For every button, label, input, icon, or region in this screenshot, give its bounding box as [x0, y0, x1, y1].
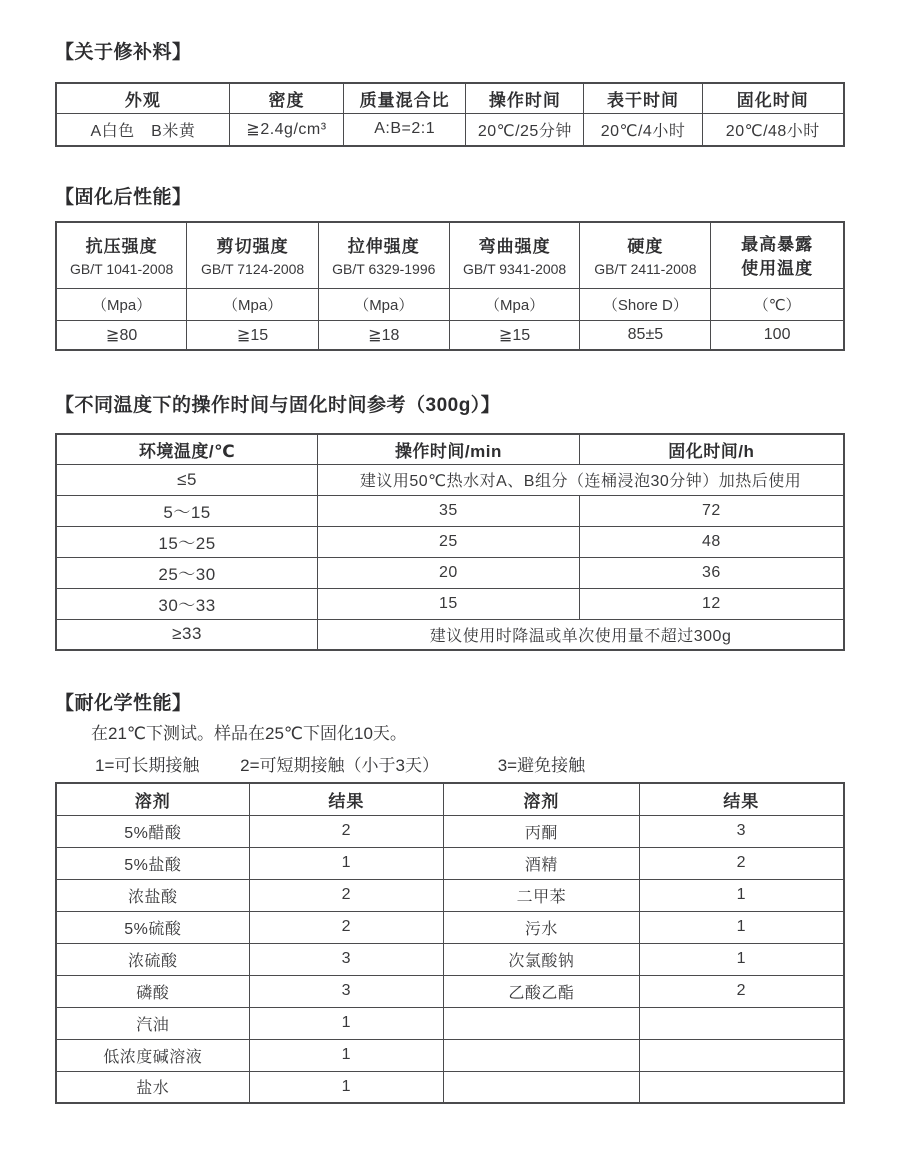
chemical-header-solvent-2: 溶剂: [444, 783, 639, 815]
timing-row: [56, 619, 844, 650]
result-value: [639, 1071, 844, 1103]
temp-range: ≥33: [56, 619, 318, 650]
chemical-table: [55, 782, 845, 1104]
result-value: 1: [639, 911, 844, 943]
chemical-header-solvent-1: 溶剂: [56, 783, 249, 815]
solvent-name: 汽油: [56, 1007, 249, 1039]
test-standard: GB/T 1041-2008: [70, 261, 174, 278]
chemical-row: [56, 1039, 844, 1071]
chemical-rating-legend: [95, 755, 845, 777]
about-header-appearance: 外观: [56, 83, 229, 113]
result-value: 1: [249, 847, 444, 879]
timing-header-working: 操作时间/min: [318, 434, 580, 464]
chemical-test-note: 在21℃下测试。样品在25℃下固化10天。: [91, 724, 407, 743]
working-time: 25: [318, 526, 580, 557]
section-title-about: 【关于修补料】: [55, 42, 192, 63]
test-standard: GB/T 6329-1996: [332, 261, 436, 278]
solvent-name: 盐水: [56, 1071, 249, 1103]
solvent-name: 丙酮: [444, 815, 639, 847]
unit-cell: （Mpa）: [318, 288, 449, 320]
solvent-name: 5%醋酸: [56, 815, 249, 847]
chemical-header-row: [56, 783, 844, 815]
value-cell: ≧15: [187, 320, 319, 350]
result-value: 2: [639, 847, 844, 879]
solvent-name: 次氯酸钠: [444, 943, 639, 975]
value-cell: ≧18: [318, 320, 449, 350]
value-cell: 100: [711, 320, 844, 350]
result-value: 1: [249, 1039, 444, 1071]
result-value: 1: [639, 879, 844, 911]
about-header-mix-ratio: 质量混合比: [344, 83, 466, 113]
timing-header-row: [56, 434, 844, 464]
temp-range: 15～25: [56, 526, 318, 557]
result-value: [639, 1007, 844, 1039]
timing-row: [56, 557, 844, 588]
chemical-row: [56, 1071, 844, 1103]
performance-header-hardness: [580, 222, 711, 288]
chemical-row: [56, 975, 844, 1007]
unit-cell: （Mpa）: [56, 288, 187, 320]
chemical-header-result-1: 结果: [249, 783, 444, 815]
solvent-name: 浓硫酸: [56, 943, 249, 975]
solvent-name: 污水: [444, 911, 639, 943]
legend-item-2: 2=可短期接触（小于3天）: [240, 756, 439, 775]
chemical-row: [56, 911, 844, 943]
about-header-tackfree-time: 表干时间: [584, 83, 702, 113]
temp-range: 5～15: [56, 495, 318, 526]
chemical-header-result-2: 结果: [639, 783, 844, 815]
timing-row: [56, 588, 844, 619]
solvent-name: 5%盐酸: [56, 847, 249, 879]
result-value: 1: [249, 1071, 444, 1103]
solvent-name: 二甲苯: [444, 879, 639, 911]
result-value: 2: [249, 815, 444, 847]
temp-range: ≤5: [56, 464, 318, 495]
cure-time: 12: [579, 588, 844, 619]
about-working-time-value: 20℃/25分钟: [466, 113, 584, 146]
result-value: 3: [249, 943, 444, 975]
solvent-name: 5%硫酸: [56, 911, 249, 943]
chemical-row: [56, 943, 844, 975]
about-density-value: ≧2.4g/cm³: [229, 113, 343, 146]
solvent-name: 低浓度碱溶液: [56, 1039, 249, 1071]
property-name: 最高暴露: [741, 235, 814, 255]
value-cell: ≧15: [449, 320, 580, 350]
chemical-row: [56, 879, 844, 911]
solvent-name: [444, 1039, 639, 1071]
timing-note: 建议用50℃热水对A、B组分（连桶浸泡30分钟）加热后使用: [318, 464, 844, 495]
chemical-row: [56, 815, 844, 847]
timing-header-temp: 环境温度/℃: [56, 434, 318, 464]
performance-unit-row: [56, 288, 844, 320]
property-name: 抗压强度: [85, 237, 158, 257]
performance-header-compressive: [56, 222, 187, 288]
result-value: 2: [249, 879, 444, 911]
performance-header-shear: [187, 222, 319, 288]
performance-table: [55, 221, 845, 351]
test-standard: GB/T 7124-2008: [200, 261, 305, 278]
solvent-name: [444, 1007, 639, 1039]
working-time: 15: [318, 588, 580, 619]
about-tackfree-time-value: 20℃/4小时: [584, 113, 702, 146]
performance-value-row: [56, 320, 844, 350]
unit-cell: （℃）: [711, 288, 844, 320]
cure-time: 72: [579, 495, 844, 526]
chemical-row: [56, 847, 844, 879]
performance-header-row: [56, 222, 844, 288]
section-title-chemical: 【耐化学性能】: [55, 693, 192, 714]
unit-cell: （Mpa）: [187, 288, 319, 320]
result-value: [639, 1039, 844, 1071]
value-cell: 85±5: [580, 320, 711, 350]
result-value: 1: [249, 1007, 444, 1039]
temp-range: 30～33: [56, 588, 318, 619]
property-name: 硬度: [627, 237, 664, 257]
solvent-name: 乙酸乙酯: [444, 975, 639, 1007]
about-table: [55, 82, 845, 147]
solvent-name: 酒精: [444, 847, 639, 879]
unit-cell: （Mpa）: [449, 288, 580, 320]
cure-time: 48: [579, 526, 844, 557]
about-mix-ratio-value: A:B=2:1: [344, 113, 466, 146]
working-time: 35: [318, 495, 580, 526]
property-name: 弯曲强度: [478, 237, 551, 257]
solvent-name: 浓盐酸: [56, 879, 249, 911]
solvent-name: [444, 1071, 639, 1103]
temp-range: 25～30: [56, 557, 318, 588]
chemical-row: [56, 1007, 844, 1039]
about-cure-time-value: 20℃/48小时: [702, 113, 844, 146]
unit-cell: （Shore D）: [580, 288, 711, 320]
timing-row: [56, 464, 844, 495]
cure-time: 36: [579, 557, 844, 588]
result-value: 2: [639, 975, 844, 1007]
timing-table: [55, 433, 845, 651]
property-name: 剪切强度: [216, 237, 289, 257]
property-name-line2: 使用温度: [741, 259, 814, 279]
legend-item-3: 3=避免接触: [497, 756, 586, 775]
result-value: 2: [249, 911, 444, 943]
about-data-row: [56, 113, 844, 146]
performance-header-tensile: [318, 222, 449, 288]
property-name: 拉伸强度: [347, 237, 420, 257]
test-standard: GB/T 2411-2008: [594, 261, 697, 278]
performance-header-flexural: [449, 222, 580, 288]
test-standard: GB/T 9341-2008: [462, 261, 567, 278]
about-appearance-value: A白色 B米黄: [56, 113, 229, 146]
about-header-density: 密度: [229, 83, 343, 113]
result-value: 3: [639, 815, 844, 847]
result-value: 1: [639, 943, 844, 975]
about-header-row: [56, 83, 844, 113]
timing-row: [56, 495, 844, 526]
legend-item-1: 1=可长期接触: [95, 756, 200, 775]
about-header-working-time: 操作时间: [466, 83, 584, 113]
timing-note: 建议使用时降温或单次使用量不超过300g: [318, 619, 844, 650]
about-header-cure-time: 固化时间: [702, 83, 844, 113]
result-value: 3: [249, 975, 444, 1007]
timing-row: [56, 526, 844, 557]
performance-header-max-temp: [711, 222, 844, 288]
timing-header-cure: 固化时间/h: [579, 434, 844, 464]
value-cell: ≧80: [56, 320, 187, 350]
working-time: 20: [318, 557, 580, 588]
solvent-name: 磷酸: [56, 975, 249, 1007]
section-title-performance: 【固化后性能】: [55, 187, 192, 208]
section-title-timing: 【不同温度下的操作时间与固化时间参考（300g）】: [55, 395, 501, 416]
